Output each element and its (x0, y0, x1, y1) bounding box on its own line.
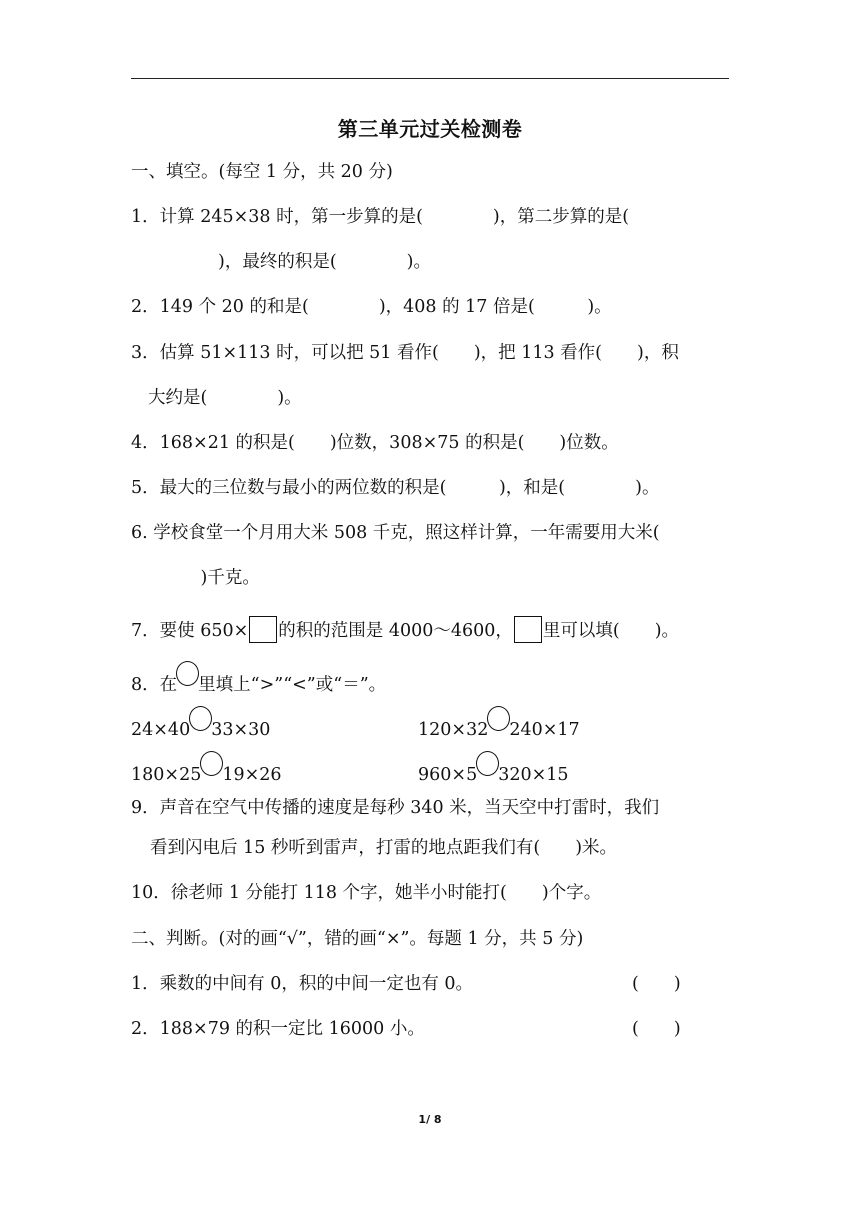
page-title: 第三单元过关检测卷 (337, 117, 523, 141)
question-5: 5．最大的三位数与最小的两位数的积是( )，和是( )。 (131, 478, 660, 498)
compare-item (418, 751, 569, 787)
blank-circle (200, 751, 223, 776)
question-7-text-1: 7．要使 650× (131, 621, 249, 641)
question-7 (131, 616, 679, 643)
blank-circle (176, 661, 199, 686)
question-8 (131, 661, 386, 697)
question-2: 2．149 个 20 的和是( )，408 的 17 倍是( )。 (131, 297, 612, 317)
judge-item-2: 2．188×79 的积一定比 16000 小。 (131, 1019, 425, 1039)
compare-right: 320×15 (498, 765, 569, 785)
compare-left: 120×32 (418, 720, 489, 740)
compare-right: 19×26 (222, 765, 282, 785)
blank-box (514, 616, 542, 643)
blank-circle (487, 706, 510, 731)
question-4: 4．168×21 的积是( )位数，308×75 的积是( )位数。 (131, 433, 619, 453)
compare-item (418, 706, 580, 742)
compare-left: 960×5 (418, 765, 478, 785)
question-3-line-1: 3．估算 51×113 时，可以把 51 看作( )，把 113 看作( )，积 (131, 343, 679, 363)
compare-left: 180×25 (131, 765, 202, 785)
compare-left: 24×40 (131, 720, 191, 740)
question-8-text-1: 8．在 (131, 675, 178, 695)
header-rule (131, 78, 729, 79)
question-1-line-1: 1．计算 245×38 时，第一步算的是( )，第二步算的是( (131, 207, 630, 227)
question-3-line-2: 大约是( )。 (148, 388, 302, 408)
judge-answer-paren: ( ) (632, 1019, 681, 1039)
blank-box (249, 616, 277, 643)
question-6-line-2: )千克。 (148, 568, 260, 588)
compare-right: 240×17 (509, 720, 580, 740)
section1-heading: 一、填空。(每空 1 分，共 20 分) (131, 162, 393, 182)
blank-circle (476, 751, 499, 776)
judge-item-1: 1．乘数的中间有 0，积的中间一定也有 0。 (131, 974, 474, 994)
question-6-line-1: 6. 学校食堂一个月用大米 508 千克，照这样计算，一年需要用大米( (131, 523, 660, 543)
question-7-text-3: 里可以填( )。 (542, 621, 680, 641)
section2-heading: 二、判断。(对的画“√”，错的画“×”。每题 1 分，共 5 分) (131, 929, 584, 949)
question-8-text-2: 里填上“>”“<”或“＝”。 (198, 675, 387, 695)
question-1-line-2: )，最终的积是( )。 (148, 252, 431, 272)
question-9-line-2: 看到闪电后 15 秒听到雷声，打雷的地点距我们有( )米。 (150, 838, 618, 858)
compare-item (131, 706, 270, 742)
blank-circle (189, 706, 212, 731)
page-number: 1/ 8 (418, 1113, 442, 1126)
judge-answer-paren: ( ) (632, 974, 681, 994)
compare-item (131, 751, 282, 787)
compare-right: 33×30 (211, 720, 271, 740)
question-9-line-1: 9．声音在空气中传播的速度是每秒 340 米，当天空中打雷时，我们 (131, 798, 660, 818)
question-7-text-2: 的积的范围是 4000～4600， (278, 621, 513, 641)
question-10: 10．徐老师 1 分能打 118 个字，她半小时能打( )个字。 (131, 883, 602, 903)
